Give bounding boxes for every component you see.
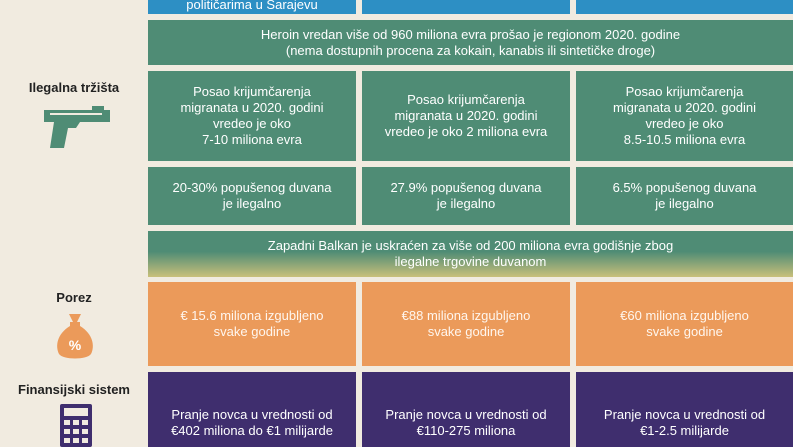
tobacco-cell: 27.9% popušenog duvana je ilegalno — [362, 167, 570, 225]
tax-cell: €88 miliona izgubljeno svake godine — [362, 282, 570, 366]
migrants-cell: Posao krijumčarenja migranata u 2020. godini vredeo je oko 7-10 miliona evra — [148, 71, 356, 161]
section-label-ilegalna: Ilegalna tržišta — [28, 80, 120, 95]
calculator-icon — [60, 404, 92, 447]
finance-cell: Pranje novca u vrednosti od €1-2.5 milijarde — [576, 372, 793, 447]
percent-glyph: % — [68, 337, 82, 353]
top-partial-cell: političarima u Sarajevu — [148, 0, 356, 14]
finance-cell: Pranje novca u vrednosti od €110-275 miliona — [362, 372, 570, 447]
top-partial-cell-2 — [362, 0, 570, 14]
top-partial-cell-3 — [576, 0, 793, 14]
migrants-cell: Posao krijumčarenja migranata u 2020. godini vredeo je oko 8.5-10.5 miliona evra — [576, 71, 793, 161]
tax-cell: €60 miliona izgubljeno svake godine — [576, 282, 793, 366]
tobacco-cell: 6.5% popušenog duvana je ilegalno — [576, 167, 793, 225]
migrants-cell: Posao krijumčarenja migranata u 2020. godini vredeo je oko 2 miliona evra — [362, 71, 570, 161]
tax-cell: € 15.6 miliona izgubljeno svake godine — [148, 282, 356, 366]
section-label-porez: Porez — [56, 290, 92, 305]
heroin-cell: Heroin vredan više od 960 miliona evra prošao je regionom 2020. godine (nema dostupnih procena za kokain, kanabis ili sintetičke droge) — [148, 20, 793, 65]
finance-cell: Pranje novca u vrednosti od €402 miliona do €1 milijarde — [148, 372, 356, 447]
balkan-cell: Zapadni Balkan je uskraćen za više od 200 miliona evra godišnje zbog ilegalne trgovine duvanom — [148, 231, 793, 277]
tobacco-cell: 20-30% popušenog duvana je ilegalno — [148, 167, 356, 225]
section-label-finansijski: Finansijski sistem — [18, 382, 130, 397]
money-bag-icon — [55, 312, 95, 360]
gun-icon — [40, 102, 112, 154]
